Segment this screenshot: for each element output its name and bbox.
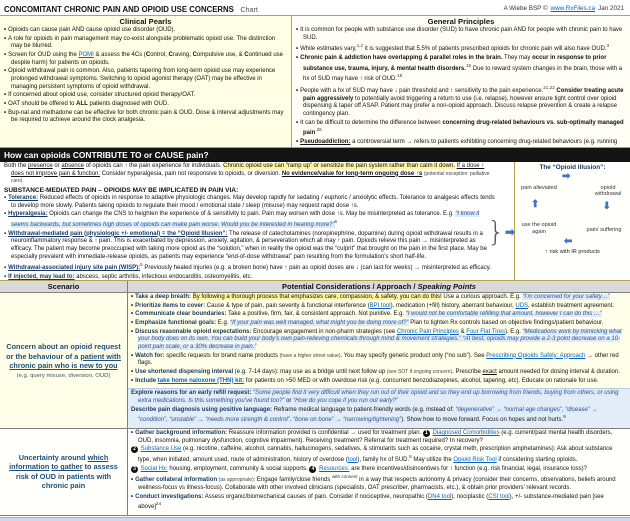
text-segment: → other red flags. [138, 352, 619, 367]
page-title-group [4, 0, 258, 17]
bullet-icon: • [296, 119, 299, 126]
top-panels [0, 15, 630, 148]
text-segment: Encourage engagement in non-pharm strategies (see [251, 328, 397, 335]
general-principle-item [296, 139, 626, 147]
bullet-icon: • [131, 430, 134, 437]
text-segment: “How do you cope if you run out early?” [293, 398, 398, 405]
text-segment: which information [9, 452, 109, 472]
text-segment: Pseudoaddiction: [300, 139, 351, 146]
text-segment: 1,2 [356, 43, 364, 49]
text-segment: They may [502, 55, 533, 62]
text-segment: amount needed for dosing interval & duration. [496, 369, 620, 376]
bullet-icon: ▪ [4, 230, 7, 237]
consideration-item [131, 446, 627, 464]
inline-link[interactable]: Prescribing Opioids Safely: Approach [486, 352, 586, 359]
text-segment: Discuss reasonable opioid expectations: [135, 328, 252, 335]
inline-link[interactable]: Substance Use [140, 446, 182, 453]
text-segment: specific requests for brand name products [164, 352, 280, 359]
text-segment: 9 [563, 414, 566, 420]
text-segment: ompulsive use, & [196, 52, 245, 59]
inline-link[interactable]: take home naloxone (THN) kit: [157, 377, 245, 384]
text-segment: Gather collateral information [135, 477, 218, 484]
text-segment: Gather background information: [135, 430, 228, 437]
text-segment: (e.g. current/past mental health disorders, OUD, insomnia, pulmonary dysfunction, cognitive impairment). Receiving treatment? Referral for treatment required? In recovery? [138, 430, 613, 444]
credit-date: Jan 2021 [598, 4, 624, 12]
cause-bullet [4, 211, 498, 229]
text-segment: raving, [172, 52, 193, 59]
consideration-item [131, 329, 627, 352]
text-segment: It can be difficult to determine the difference between [300, 119, 443, 126]
text-segment: patients diagnosed with OUD. [87, 101, 169, 108]
text-segment: 6 [334, 219, 338, 225]
text-segment: ALL [76, 101, 88, 108]
bullet-icon: • [4, 92, 7, 99]
scenario-1-bullet-list [128, 293, 630, 388]
bullet-icon: ▪ [4, 265, 7, 272]
text-segment: Prioritize items to cover: [135, 302, 206, 309]
bullet-icon: ▪ [4, 195, 7, 202]
text-segment: “I know it seems backwards, but sometimes high doses of opioids can make pain worse. Would you be interested in hearing more?” [11, 211, 480, 229]
text-segment: Chronic pain & addiction have overlapping & parallel roles in the brain. [300, 55, 503, 62]
text-segment: to assess risk of OUD in patients with chronic pain [15, 462, 118, 491]
inline-link[interactable]: tool [347, 457, 358, 464]
text-segment: to potentially avoid triggering a return to use (i.e. relapse), however ensure tight control over opioid dispensing & taper off ASAP. Patient may prefer a non-opioid approach. Discuss relapse prevention & create a relapse contingency plan. [303, 95, 617, 118]
scenario-1-speaking-block [128, 388, 630, 428]
text-segment: Use shortened dispensing interval [135, 369, 234, 376]
cycle-node-pain-alleviated: pain alleviated [521, 185, 557, 191]
consideration-item [131, 466, 627, 474]
text-segment: By following a thorough process that emphasizes care, compassion, & safety, you can do this! [192, 294, 442, 300]
speaking-point-item [131, 407, 627, 425]
text-segment: concerning drug-related behaviours vs. sub-optimally managed pain [303, 119, 624, 137]
text-segment: Opioids can change the CNS to heighten the experience of & sensitivity to pain. Pain may worsen with dose ↑s. May be misinterpreted as tolerance. E.g. [47, 211, 456, 218]
text-segment: “If your pain was well managed, what might you be doing more of?” [230, 320, 409, 327]
cause-bullet [4, 274, 498, 281]
inline-link[interactable]: Diagnosed Comorbidities [432, 430, 500, 437]
text-segment: patient with chronic pain who is new to you [9, 351, 121, 371]
text-segment: “degenerative” → “normal age changes”, “disease” → “condition”, “unstable” → “needs more strength & control”, “bone on bone” → “narrowing/tightening” [138, 406, 598, 424]
text-segment: presence [28, 163, 53, 169]
text-segment: If injected, may lead to: [8, 274, 75, 281]
text-segment: Consider hyperalgesia, pain not responsive to opioids, or diversion. [100, 170, 282, 177]
cause-intro-paragraph [4, 163, 498, 186]
bullet-icon: • [296, 139, 299, 146]
cycle-arrow-left-icon: ⬅ [564, 236, 573, 247]
flow-arrow-icon: ➡ [504, 225, 515, 239]
scenario-1-considerations [128, 293, 630, 428]
text-segment: ontinued use despite harm) for patients on opioids. [11, 52, 283, 66]
numbered-circle-icon: 4 [309, 466, 316, 473]
inline-link[interactable]: DN4 tool [427, 493, 452, 500]
text-segment: or [52, 163, 62, 169]
text-segment: with consent [331, 474, 358, 480]
text-segment: Reframe medical language to patient-friendly words (e.g. instead of: [272, 406, 456, 413]
text-segment: Tolerance: [8, 195, 39, 202]
scenario-label-text [2, 342, 125, 370]
speaking-points-header-text: Speaking Points [417, 282, 476, 291]
clinical-pearl-item [4, 101, 287, 109]
text-segment: , establish treatment agreement. [528, 302, 615, 309]
cause-pain-content [0, 162, 514, 280]
text-segment: ), +/- substance-mediated pain [see above] [138, 493, 604, 511]
text-segment: to gather [51, 462, 83, 472]
bullet-icon: • [4, 109, 7, 116]
text-segment: Conduct investigations: [135, 493, 204, 500]
text-segment: Include [135, 377, 158, 384]
cycle-arrow-up-icon: ⬆ [531, 199, 540, 210]
text-segment: it is suggested that 5.5% of patients prescribed opioids for chronic pain will also have OUD. [363, 46, 607, 53]
cycle-arrow-down-icon: ⬇ [602, 201, 611, 212]
text-segment: Describe pain diagnosis using positive language: [131, 406, 273, 413]
general-principle-item [296, 43, 626, 54]
bullet-icon: ▪ [4, 274, 7, 281]
scenario-1-cell [0, 293, 128, 428]
text-segment: C [244, 52, 249, 59]
text-segment: E.g. [216, 320, 231, 327]
opioid-illusion-footnote: ↑ risk with IR products [545, 249, 600, 255]
text-segment: (see SOT if ongoing concern) [386, 369, 453, 376]
consideration-item [131, 294, 627, 302]
text-segment: A role for opioids in pain management may co-exist alongside problematic opioid use. The distinction may be blurred. [8, 35, 276, 50]
substance-mediated-heading: SUBSTANCE-MEDIATED PAIN – OPIOIDS MAY BE IMPLICATED IN PAIN VIA: [4, 187, 239, 195]
text-segment: 24 [156, 501, 162, 507]
text-segment: (e.g. 7-14 days): may use as a bridge until next follow up [233, 369, 387, 376]
bottom-strip [0, 517, 630, 521]
opioid-illusion-cycle-diagram [518, 171, 627, 247]
text-segment: abscess, septic arthritis, infectious endocarditis, osteomyelitis, etc. [74, 274, 253, 281]
text-segment: Opioids can cause pain AND cause opioid use disorder (OUD). [8, 27, 176, 33]
credit-author: A Wiebe BSP © [503, 4, 548, 12]
text-segment: . Prescribe [452, 369, 483, 376]
bullet-icon: • [131, 493, 134, 500]
cycle-node-pain-suffering: pain/ suffering [586, 226, 622, 233]
text-segment: C [145, 52, 151, 59]
inline-link[interactable]: Opioid Risk Tool [453, 457, 497, 464]
cause-bullet [4, 262, 498, 273]
text-segment: . You may specify generic product only (“no sub”). See [340, 352, 487, 359]
cause-bullet [4, 195, 498, 210]
speaking-point-item [131, 390, 627, 405]
text-segment: 19 [397, 73, 403, 79]
text-segment: Consider treating acute pain aggressively [303, 88, 624, 102]
text-segment: Chronic opioid use can “ramp up” or sensitize the pain system rather than calm it down. [223, 163, 455, 169]
bullet-icon: • [131, 320, 134, 327]
scenario-2-considerations [128, 429, 630, 515]
scenario-2-cell [0, 429, 128, 515]
text-segment: ), nociplastic ( [451, 493, 489, 500]
scenario-label-text [2, 453, 125, 491]
consideration-item [131, 494, 627, 512]
text-segment: in a way that respects autonomy & privacy (consider their concerns, observations, beliefs around wellness-focus vs illness-focus). Collaborate with other involved clinicians (specialists, OAT prescriber, pharmacists, etc.), & obtain prior providers’ relevant records. [138, 477, 616, 492]
opioid-illusion-title: The “Opioid Illusion”: [539, 164, 606, 171]
bullet-icon: • [131, 328, 134, 335]
text-segment: Assess organic/biomechanical causes of pain. Consider if nociceptive, neuropathic ( [203, 493, 428, 500]
section-header-cause-pain: How can opioids CONTRIBUTE TO or CAUSE pain? [0, 148, 630, 162]
bullet-icon: • [131, 477, 134, 484]
text-segment: Hyperalgesia: [8, 211, 48, 218]
bullet-icon: • [4, 27, 7, 33]
text-segment: exact [482, 369, 497, 376]
text-segment: Opioid withdrawal pain is common. Also, patients tapering from long-term opioid use may experience prolonged withdrawal symptoms. Switching to opioid agonist therapy (OAT) may be effective in managing persistent symptoms of opioid withdrawal. [8, 68, 276, 90]
text-segment: (e.g. nicotine, caffeine, alcohol, cannabis, hallucinogens, sedatives, & stimulants such as cocaine, crystal meth, prescription amphetamines): Ask about substance type, when initiated, amount used, route of administration, history of overdose ( [138, 446, 613, 464]
bullet-icon: • [4, 52, 7, 59]
text-segment: Reduced effects of opioids in response to adaptive physiologic changes. May develop rapidly for sedating / euphoric / anxiolytic effects. Tolerance to analgesic effects tends to develop more slowly. Patients taking opioids to regulate their mood / emotional state / sleep (misuse) may request rapid dose ↑s. [11, 195, 495, 209]
text-segment: It is common for people with substance use disorder (SUD) to have chronic pain AND for people with chronic pain to have SUD. [300, 27, 623, 41]
text-segment: Uncertainty around [18, 452, 88, 462]
text-segment: Screen for OUD using the [8, 52, 79, 59]
consideration-item [131, 303, 627, 311]
text-segment: a controversial term → refers to patients exhibiting concerning drug-related behaviours (e.g. running [352, 139, 618, 146]
general-principles-list [296, 27, 626, 147]
text-segment: 8 [409, 454, 412, 460]
consideration-item [131, 378, 627, 386]
scenario-table [0, 281, 630, 516]
column-header-scenario: Scenario [0, 281, 128, 292]
general-principle-item [296, 85, 626, 119]
text-segment: Use a curious approach. E.g. [441, 294, 523, 300]
text-segment: If concerned about opioid use, consider structured opioid therapy/OAT. [8, 92, 196, 99]
text-segment: Previously healed injuries (e.g. a broken bone) have ↑ pain as opioid doses are ↓ (can last for weeks) → misinterpreted as efficacy. [142, 265, 491, 272]
text-segment: Due to reward system changes in the brain, those with a hx of SUD may have ↑ risk of OUD. [303, 65, 623, 83]
text-segment: ), family hx of SUD. [357, 457, 410, 464]
bullet-icon: • [131, 311, 134, 318]
text-segment: Explore reasons for an early refill request: [131, 390, 252, 397]
bullet-icon: • [4, 101, 7, 108]
scenario-2-label [2, 453, 125, 492]
text-segment: C [168, 52, 173, 59]
inline-link[interactable]: BPI tool [369, 302, 391, 309]
text-segment: Bup-nal and methadone can be effective for both chronic pain & OUD. Dose & interval adjustments may be required to achieve around the clock analgesia. [8, 109, 284, 124]
page-header [0, 0, 630, 15]
clinical-pearl-item [4, 92, 287, 100]
text-segment: Watch for: [135, 352, 165, 359]
text-segment: are there incentives/disincentives for ↑ function (e.g. risk financial, legal, insurance loss)? [349, 465, 587, 472]
numbered-circle-icon: 2 [131, 446, 138, 453]
text-segment: “Some people find it very difficult when they run out of their opioid and so they end up borrowing from friends, buying from others, or using extra medications. Is this something you’ve found too?” [138, 390, 619, 405]
text-segment: 21,22 [543, 85, 555, 91]
bullet-icon: • [131, 369, 134, 376]
bullet-icon: ▪ [4, 211, 7, 218]
text-segment: & [458, 328, 467, 335]
cycle-node-opioid-withdrawal: opioid withdrawal [594, 185, 622, 198]
text-segment: May utilize the [411, 457, 454, 464]
scenario-1-note: (e.g. query misuse, diversion, OUD) [16, 372, 111, 379]
consideration-item [131, 430, 627, 445]
inline-link[interactable]: Resources: [319, 465, 350, 472]
cause-intro [4, 163, 498, 186]
consideration-item [131, 369, 627, 377]
text-segment: Take a positive, firm, fair, & consistent approach. Not punitive. E.g. [226, 311, 406, 318]
page-title-suffix: Chart [240, 5, 258, 14]
table-row [0, 293, 630, 429]
bullet-icon: • [4, 35, 7, 42]
inline-link[interactable]: Chronic Pain Principles [396, 328, 459, 335]
text-segment: occur in response to prior substance use, trauma, injury, & mental health disorders. [303, 55, 607, 72]
general-principle-item [296, 55, 626, 84]
inline-link[interactable]: Four Flat Tires [466, 328, 505, 335]
general-principles-title: General Principles [427, 17, 495, 26]
text-segment: ). E.g. [504, 328, 523, 335]
column-header-considerations [128, 282, 630, 291]
text-segment: Communicate clear boundaries: [135, 311, 227, 318]
text-segment: Plan to tighten Rx controls based on objective findings/patient behaviour. [408, 320, 604, 327]
consideration-item [131, 320, 627, 328]
opioid-illusion-box [514, 162, 630, 280]
bullet-icon: • [131, 352, 134, 359]
text-segment: (potential exception: palliative care). [11, 170, 490, 185]
text-segment: Concern about an opioid request or the behaviour of a [6, 342, 121, 361]
bullet-icon: • [4, 68, 7, 75]
consideration-item [131, 353, 627, 368]
text-segment: “Medications work by mimicking what your body does on its own. You can build your body’s own pain-relieving chemicals through mind & movement strategies.” “At best, opioids may provide a 2-3 point decrease on a 10-point pain scale, or a 30% decrease in pain.” [138, 328, 622, 351]
text-segment: ). Show how to move forward. Focus on hopes and not hurts. [401, 417, 564, 424]
text-segment: ontrol, [150, 52, 169, 59]
inline-link[interactable]: UDS [515, 302, 529, 309]
text-segment: Emphasize functional goals: [135, 320, 217, 327]
consideration-item [131, 474, 627, 492]
bullet-icon: • [131, 302, 134, 309]
general-principle-item [296, 27, 626, 42]
inline-link[interactable]: CSI tool [488, 493, 510, 500]
general-principles-panel [292, 16, 630, 147]
bullet-icon: • [131, 377, 134, 384]
text-segment: The release of catecholamines (norepinephrine, dopamine) during opioid withdrawal results in a neuroinflammatory response & ↑ pain. This is exacerbated by depression, anxiety, agitation, & perseveration which all may ↑ pain. Opioids relieve this pain → misinterpreted as efficacy. The patient may become preoccupied with taking more opioid as the “solution,” when in reality the opioid was the “culprit” that brought on the pain in the first place. May be especially prevalent with immediate-release opioids, as patients may experience “end-of-dose withdrawal” pain resulting from the formulation’s short half-life. [11, 230, 487, 260]
credit [504, 5, 624, 12]
clinical-pearls-panel [0, 16, 292, 147]
clinical-pearl-item [4, 36, 287, 51]
text-segment: (as appropriate): [217, 477, 256, 484]
text-segment: “I would not be comfortable refilling that amount, however I can do this …” [405, 311, 602, 318]
clinical-pearl-item [4, 68, 287, 91]
text-segment: People with a hx of SUD may have ↓ pain threshold and ↑ sensitivity to the pain experience. [300, 88, 544, 95]
text-segment: 15 [465, 62, 472, 68]
credit-link[interactable]: www.RxFiles.ca [550, 4, 596, 12]
illusion-pointer [487, 215, 515, 248]
text-segment: if considering starting opioids. [496, 457, 578, 464]
text-segment: Reassure information provided is confidential → used for treatment plan. [227, 430, 423, 437]
scenario-table-header [0, 281, 630, 293]
table-row [0, 429, 630, 516]
general-principle-item [296, 120, 626, 138]
bullet-icon: • [296, 55, 299, 62]
bullet-icon: • [296, 88, 299, 95]
inline-link[interactable]: Social Hx: [140, 465, 168, 472]
text-segment: & assess the 4Cs ( [93, 52, 146, 59]
text-segment: Engage family/close friends [255, 477, 332, 484]
cycle-node-use-opioid-again: use the opioid again [521, 222, 557, 235]
text-segment: housing, employment, community & social supports. [167, 465, 310, 472]
inline-link[interactable]: POMI [78, 52, 94, 59]
consideration-item [131, 311, 627, 319]
text-segment: Both the [4, 163, 29, 169]
clinical-pearl-item [4, 27, 287, 35]
clinical-pearl-item [4, 52, 287, 67]
clinical-pearl-item [4, 110, 287, 125]
bullet-icon: • [131, 294, 134, 300]
brace-decoration: } [487, 215, 505, 248]
text-segment: While estimates vary, [300, 46, 357, 53]
text-segment: or [284, 398, 294, 405]
text-segment: If a dose ↑ does not improve pain & function: [11, 163, 485, 177]
cause-pain-section [0, 162, 630, 281]
scenario-1-label [2, 342, 125, 371]
clinical-pearls-title: Clinical Pearls [119, 17, 172, 26]
text-segment: OAT should be offered to [8, 101, 77, 108]
text-segment: 5 [140, 262, 143, 268]
text-segment: of opioids can ↑ the pain experience for individuals. [84, 163, 224, 169]
text-segment: Withdrawal-associated injury site pain (WISP): [8, 265, 141, 272]
text-segment: absence [61, 163, 85, 169]
text-segment: Cause & type of pain, pain severity & functional interference ( [205, 302, 370, 309]
numbered-circle-icon: 1 [423, 430, 430, 437]
cause-bullet-list [4, 195, 498, 281]
text-segment: C [192, 52, 197, 59]
cause-bullet [4, 231, 498, 262]
scenario-2-bullet-list [128, 429, 630, 515]
cycle-arrow-right-icon: ➡ [562, 171, 571, 182]
clinical-pearls-list [4, 27, 287, 125]
text-segment: ), medication (+fill) history, aberrant behaviour, [390, 302, 516, 309]
text-segment: Take a deep breath: [135, 294, 192, 300]
text-segment: “I’m concerned for your safety…” [522, 294, 610, 300]
text-segment: No evidence/value for long-term ongoing dose ↑s [281, 170, 423, 177]
text-segment: .26 [315, 127, 322, 133]
numbered-circle-icon: 3 [131, 466, 138, 473]
bullet-icon: • [296, 27, 299, 33]
text-segment: 3 [606, 43, 610, 49]
text-segment: for patients on >50 MED or with overdose risk (e.g. concurrent benzodiazepines, alcohol, tapering, etc). Educate on rationale for use. [244, 377, 599, 384]
considerations-header-text: Potential Considerations / Approach / [282, 282, 418, 291]
text-segment: (have a higher street value) [279, 352, 341, 359]
page-title: CONCOMITANT CHRONIC PAIN AND OPIOID USE CONCERNS [4, 5, 234, 14]
bullet-icon: • [296, 46, 299, 53]
text-segment: Withdrawal-mediated pain (physiologic +/- emotional) = the “Opioid Illusion”: [8, 230, 228, 237]
